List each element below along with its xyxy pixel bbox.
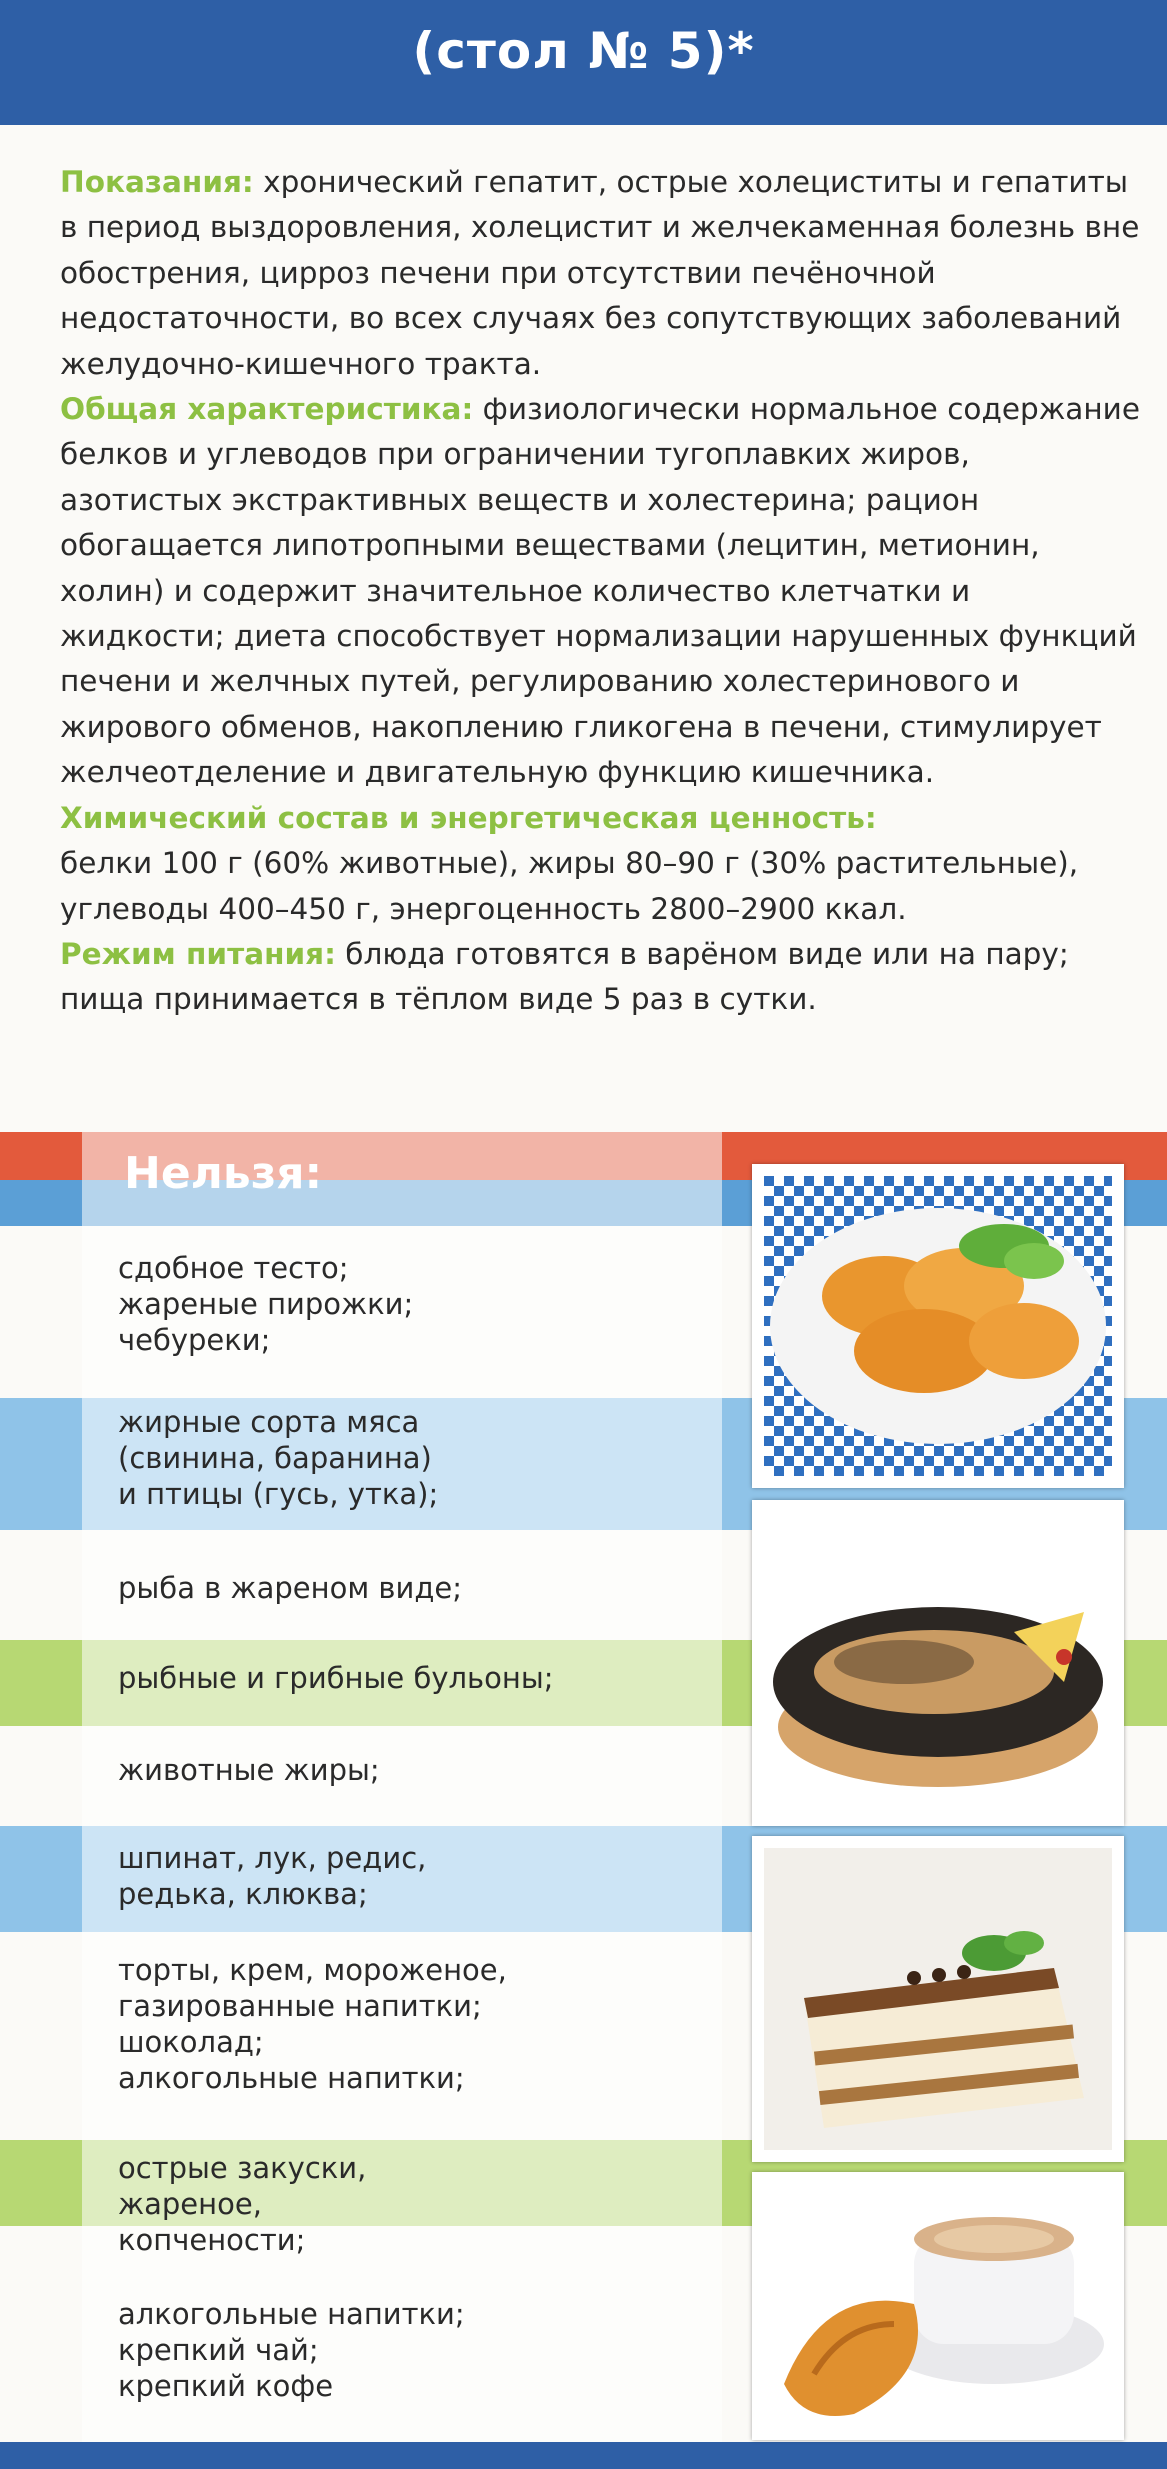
composition-line-1: белки 100 г (60% животные), жиры 80–90 г (30% растительные),	[60, 846, 1079, 881]
forbidden-item-line: шоколад;	[118, 2025, 264, 2059]
composition-label: Химический состав и энергетическая ценность:	[60, 800, 877, 835]
forbidden-item	[118, 1840, 718, 1912]
forbidden-item-line: острые закуски,	[118, 2151, 367, 2185]
forbidden-item	[118, 1752, 718, 1788]
forbidden-title: Нельзя:	[124, 1148, 323, 1199]
regime-label: Режим питания:	[60, 936, 336, 971]
forbidden-item	[118, 1570, 718, 1606]
forbidden-item-line: шпинат, лук, редис,	[118, 1841, 427, 1875]
tiramisu-photo	[752, 1836, 1124, 2162]
header-banner	[0, 0, 1167, 125]
forbidden-item	[118, 1250, 718, 1358]
forbidden-item-line: торты, крем, мороженое,	[118, 1953, 507, 1987]
forbidden-item-line: редька, клюква;	[118, 1877, 368, 1911]
composition-paragraph	[60, 796, 1140, 932]
page-title: (стол № 5)*	[412, 22, 755, 80]
forbidden-item-line: рыба в жареном виде;	[118, 1571, 463, 1605]
forbidden-item-line: рыбные и грибные бульоны;	[118, 1661, 554, 1695]
forbidden-item-line: алкогольные напитки;	[118, 2297, 465, 2331]
characteristic-text: физиологически нормальное содержание белков и углеводов при ограничении тугоплавких жиров, азотистых экстрактивных веществ и холестерина; рацион обогащается липотропными веществами (лецитин, метионин, холин) и содержит значительное количество клетчатки и жидкости; диета способствует нормализации нарушенных функций печени и желчных путей, регулированию холестеринового и жирового обменов, накоплению гликогена в печени, стимулирует желчеотделение и двигательную функцию кишечника.	[60, 392, 1140, 790]
forbidden-item-line: жареное,	[118, 2187, 262, 2221]
forbidden-item-line: алкогольные напитки;	[118, 2061, 465, 2095]
forbidden-item-line: крепкий кофе	[118, 2369, 334, 2403]
indications-text: хронический гепатит, острые холециститы и гепатиты в период выздоровления, холецистит и желчекаменная болезнь вне обострения, цирроз печени при отсутствии печёночной недостаточности, во всех случаях без сопутствующих заболеваний желудочно-кишечного тракта.	[60, 165, 1140, 381]
forbidden-item-line: жирные сорта мяса	[118, 1405, 420, 1439]
forbidden-item-line: крепкий чай;	[118, 2333, 319, 2367]
fried-fish-photo	[752, 1500, 1124, 1826]
forbidden-item-line: копчености;	[118, 2223, 306, 2257]
forbidden-item	[118, 1952, 718, 2096]
regime-paragraph	[60, 932, 1140, 1023]
bottom-blue-stripe	[0, 2442, 1167, 2469]
forbidden-item	[118, 2150, 718, 2258]
forbidden-item-line: жареные пирожки;	[118, 1287, 414, 1321]
fried-pies-photo	[752, 1164, 1124, 1488]
forbidden-item	[118, 1660, 718, 1696]
forbidden-item-line: (свинина, баранина)	[118, 1441, 432, 1475]
diet-info-block	[60, 160, 1140, 1023]
forbidden-item-line: животные жиры;	[118, 1753, 380, 1787]
forbidden-item	[118, 1404, 718, 1512]
forbidden-item-line: чебуреки;	[118, 1323, 271, 1357]
indications-paragraph	[60, 160, 1140, 387]
composition-line-2: углеводы 400–450 г, энергоценность 2800–2900 ккал.	[60, 891, 907, 926]
regime-text: блюда готовятся в варёном виде или на пару; пища принимается в тёплом виде 5 раз в сутки.	[60, 936, 1069, 1017]
forbidden-item-line: газированные напитки;	[118, 1989, 482, 2023]
characteristic-label: Общая характеристика:	[60, 392, 474, 427]
indications-label: Показания:	[60, 165, 254, 199]
forbidden-item	[118, 2296, 718, 2404]
coffee-croissant-photo	[752, 2172, 1124, 2440]
forbidden-item-line: и птицы (гусь, утка);	[118, 1477, 439, 1511]
characteristic-paragraph	[60, 387, 1140, 796]
forbidden-item-line: сдобное тесто;	[118, 1251, 349, 1285]
